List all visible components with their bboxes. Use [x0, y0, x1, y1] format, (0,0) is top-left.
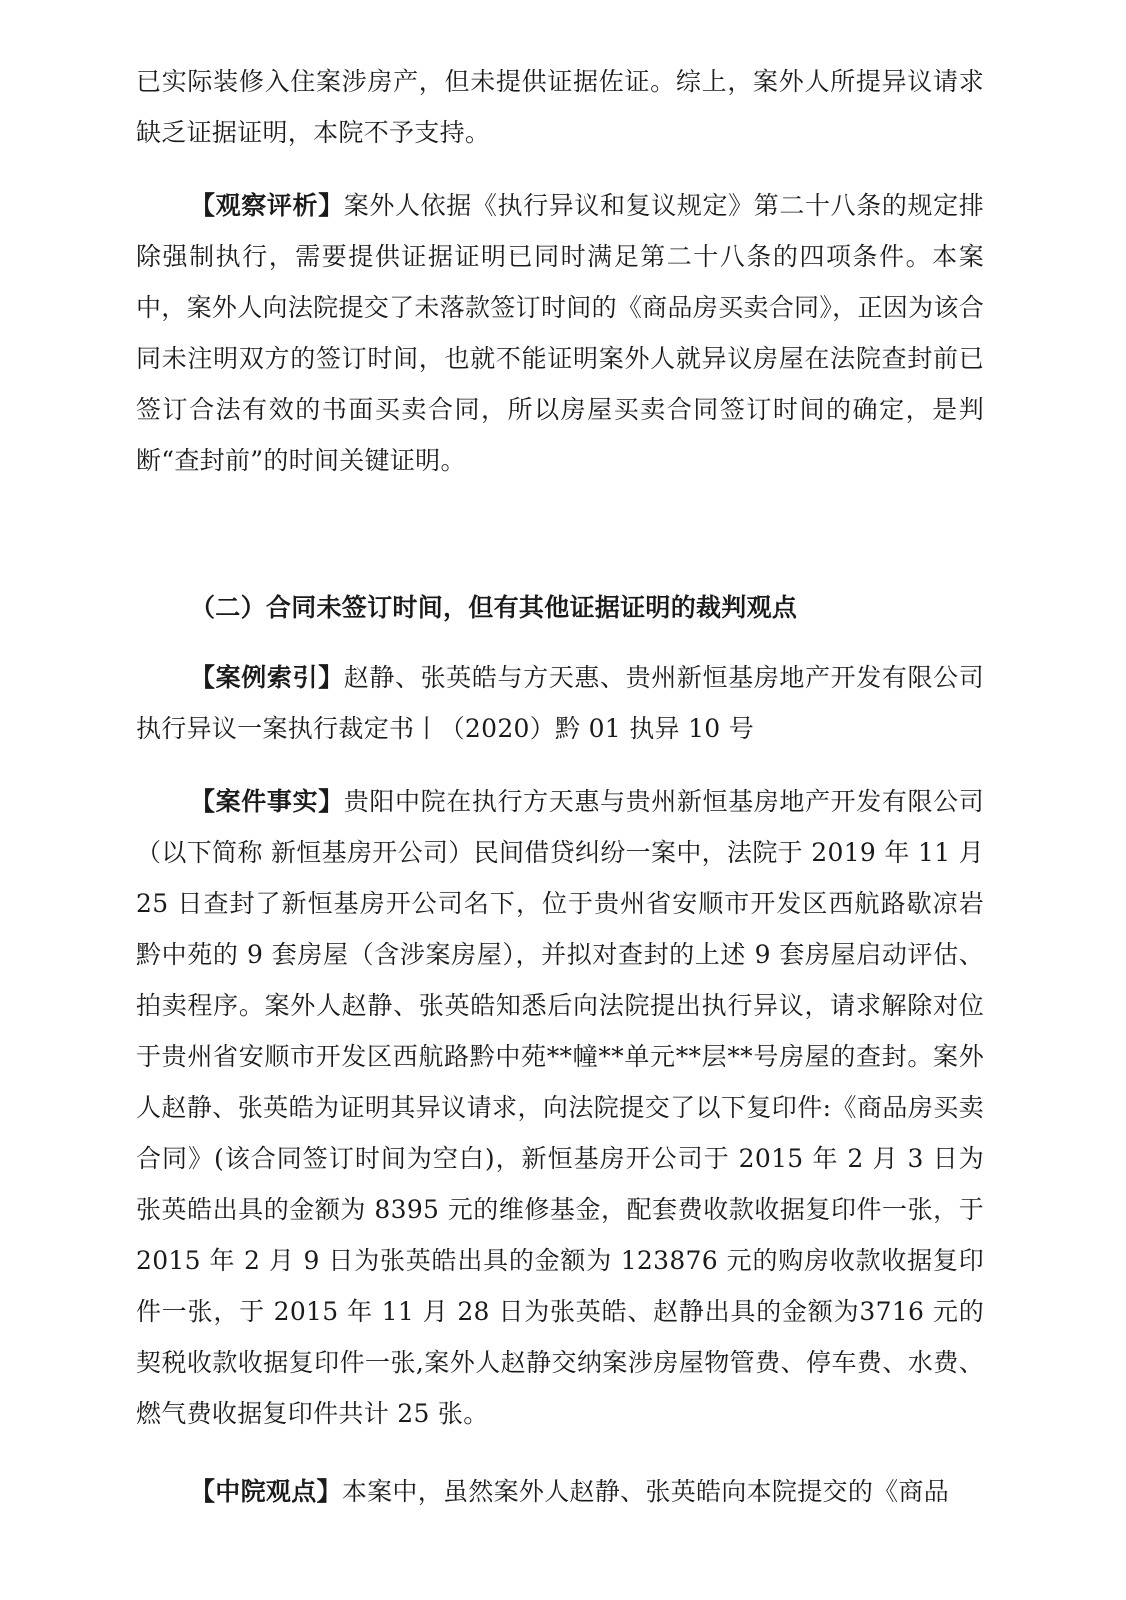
paragraph-text: 贵阳中院在执行方天惠与贵州新恒基房地产开发有限公司（以下简称 新恒基房开公司）民间借贷纠纷一案中，法院于 2019 年 11 月 25 日查封了新恒基房开公司名下，位于贵州省安顺市开发区西航路歇凉岩黔中苑的 9 套房屋（含涉案房屋），并拟对查封的上述 9 套房屋启动评估、拍卖程序。案外人赵静、张英皓知悉后向法院提出执行异议，请求解除对位于贵州省安顺市开发区西航路黔中苑**幢**单元**层**号房屋的查封。案外人赵静、张英皓为证明其异议请求，向法院提交了以下复印件:《商品房买卖合同》(该合同签订时间为空白)，新恒基房开公司于 2015 年 2 月 3 日为张英皓出具的金额为 8395 元的维修基金，配套费收款收据复印件一张，于 2015 年 2 月 9 日为张英皓出具的金额为 123876 元的购房收款收据复印件一张，于 2015 年 11 月 28 日为张英皓、赵静出具的金额为3716 元的契税收款收据复印件一张,案外人赵静交纳案涉房屋物管费、停车费、水费、燃气费收据复印件共计 25 张。 [136, 787, 984, 1428]
section-tag: 【中院观点】 [190, 1477, 342, 1506]
paragraph-text: 赵静、张英皓与方天惠、贵州新恒基房地产开发有限公司执行异议一案执行裁定书丨（2020）黔 01 执异 10 号 [136, 663, 984, 743]
paragraph-observation-analysis [136, 180, 984, 486]
section-heading: （二）合同未签订时间，但有其他证据证明的裁判观点 [190, 593, 798, 622]
paragraph-text: 案外人依据《执行异议和复议规定》第二十八条的规定排除强制执行，需要提供证据证明已同时满足第二十八条的四项条件。本案中，案外人向法院提交了未落款签订时间的《商品房买卖合同》，正因为该合同未注明双方的签订时间，也就不能证明案外人就异议房屋在法院查封前已签订合法有效的书面买卖合同，所以房屋买卖合同签订时间的确定，是判断“查封前”的时间关键证明。 [136, 191, 984, 475]
paragraph-case-facts [136, 776, 984, 1439]
paragraph-text: 已实际装修入住案涉房产，但未提供证据佐证。综上，案外人所提异议请求缺乏证据证明，本院不予支持。 [136, 67, 984, 147]
paragraph-court-view [136, 1466, 984, 1517]
paragraph-continuation [136, 56, 984, 158]
section-tag: 【案例索引】 [190, 663, 344, 692]
section-tag: 【案件事实】 [190, 787, 344, 816]
paragraph-text: 本案中，虽然案外人赵静、张英皓向本院提交的《商品 [341, 1477, 950, 1506]
paragraph-case-index [136, 652, 984, 754]
section-tag: 【观察评析】 [190, 191, 344, 220]
